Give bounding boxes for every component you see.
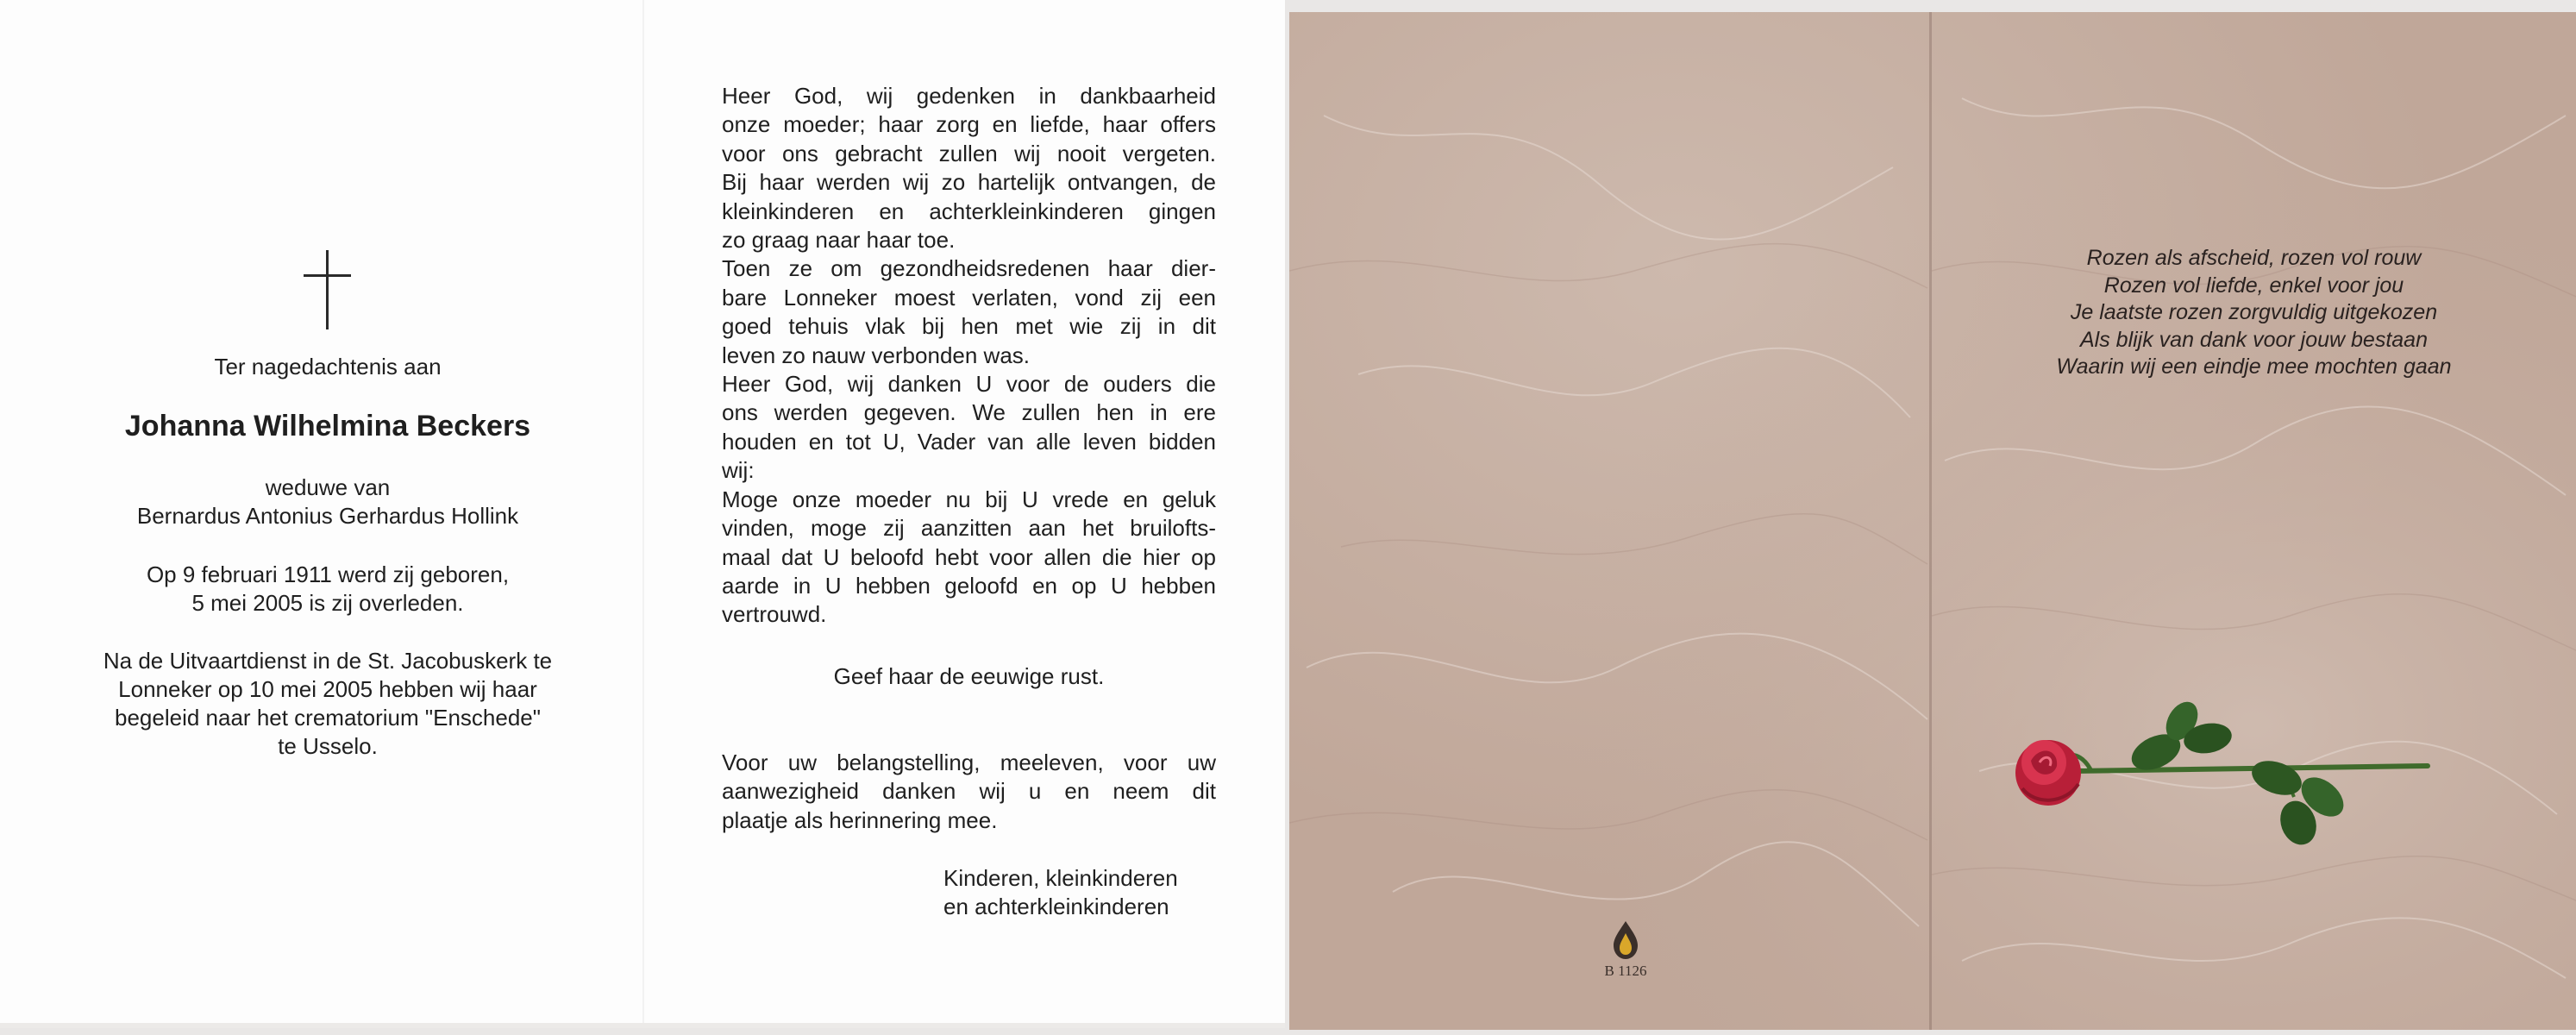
deceased-name: Johanna Wilhelmina Beckers xyxy=(124,410,531,442)
poem-line: Waarin wij een eindje mee mochten gaan xyxy=(2056,354,2452,379)
prayer-line: onze moeder; haar zorg en liefde, haar offers xyxy=(722,111,1216,138)
prayer-line: maal dat U beloofd hebt voor allen die hier op xyxy=(722,543,1216,570)
widow-line: weduwe van xyxy=(265,474,391,500)
birth-death-dates xyxy=(34,561,621,618)
thanks-line: plaatje als herinnering mee. xyxy=(722,806,998,833)
cross-icon xyxy=(304,250,351,329)
prayer-line: houden en tot U, Vader van alle leven bidden xyxy=(722,428,1216,455)
memorial-intro: Ter nagedachtenis aan xyxy=(214,354,442,380)
signature-line: en achterkleinkinderen xyxy=(943,894,1169,920)
funeral-details xyxy=(34,647,621,761)
death-line: 5 mei 2005 is zij overleden. xyxy=(191,590,464,616)
signature-line: Kinderen, kleinkinderen xyxy=(943,865,1178,891)
prayer-line: kleinkinderen en achterkleinkinderen gingen xyxy=(722,198,1216,224)
prayer-line: leven zo nauw verbonden was. xyxy=(722,342,1031,368)
birth-line: Op 9 februari 1911 werd zij geboren, xyxy=(146,561,510,587)
signature xyxy=(943,864,1178,922)
thanks-line: Voor uw belangstelling, meeleven, voor uw xyxy=(722,750,1216,775)
funeral-line: Lonneker op 10 mei 2005 hebben wij haar xyxy=(118,676,537,702)
thanks-line: aanwezigheid danken wij u en neem dit xyxy=(722,778,1216,805)
widow-of xyxy=(34,474,621,530)
prayer-line: Heer God, wij gedenken in dankbaarheid xyxy=(722,83,1216,109)
prayer-line: Bij haar werden wij zo hartelijk ontvangen, de xyxy=(722,169,1216,196)
card-inside-spread xyxy=(0,0,1285,1028)
card-outside-spread xyxy=(1289,12,2576,1030)
cover-fold-line xyxy=(1929,12,1932,1030)
rest-line: Geef haar de eeuwige rust. xyxy=(833,663,1105,689)
spouse-name: Bernardus Antonius Gerhardus Hollink xyxy=(136,503,519,529)
flame-logo-icon xyxy=(1608,918,1643,961)
poem-line: Rozen vol liefde, enkel voor jou xyxy=(2103,273,2404,298)
prayer-line: goed tehuis vlak bij hen met wie zij in dit xyxy=(722,313,1216,340)
prayer-line: Heer God, wij danken U voor de ouders die xyxy=(722,371,1216,398)
poem-line: Rozen als afscheid, rozen vol rouw xyxy=(2086,246,2422,270)
publisher-mark xyxy=(1578,918,1673,980)
prayer-line: wij: xyxy=(722,457,755,484)
right-panel xyxy=(722,82,1216,920)
funeral-line: begeleid naar het crematorium "Enschede" xyxy=(115,705,541,731)
prayer-line: bare Lonneker moest verlaten, vond zij een xyxy=(722,284,1216,310)
prayer-line: vertrouwd. xyxy=(722,601,827,628)
prayer-text xyxy=(722,82,1216,630)
prayer-line: vinden, moge zij aanzitten aan het bruilofts- xyxy=(722,515,1216,542)
prayer-line: Toen ze om gezondheidsredenen haar dier- xyxy=(722,255,1216,282)
prayer-line: Moge onze moeder nu bij U vrede en geluk xyxy=(722,486,1216,512)
left-panel xyxy=(0,0,655,1028)
prayer-line: ons werden gegeven. We zullen hen in ere xyxy=(722,399,1216,426)
funeral-line: te Usselo. xyxy=(278,733,378,759)
poem-line: Als blijk van dank voor jouw bestaan xyxy=(2079,327,2428,352)
cover-poem xyxy=(1932,245,2576,381)
poem-line: Je laatste rozen zorgvuldig uitgekozen xyxy=(2070,300,2438,324)
thanks-text xyxy=(722,749,1216,835)
prayer-line: aarde in U hebben geloofd en op U hebben xyxy=(722,572,1216,599)
funeral-line: Na de Uitvaartdienst in de St. Jacobuskerk te xyxy=(103,648,553,674)
prayer-line: voor ons gebracht zullen wij nooit vergeten. xyxy=(722,140,1216,166)
rose-illustration xyxy=(1996,676,2514,883)
publisher-code: B 1126 xyxy=(1604,963,1647,979)
prayer-line: zo graag naar haar toe. xyxy=(722,227,956,254)
leaf-shape xyxy=(2247,755,2307,801)
